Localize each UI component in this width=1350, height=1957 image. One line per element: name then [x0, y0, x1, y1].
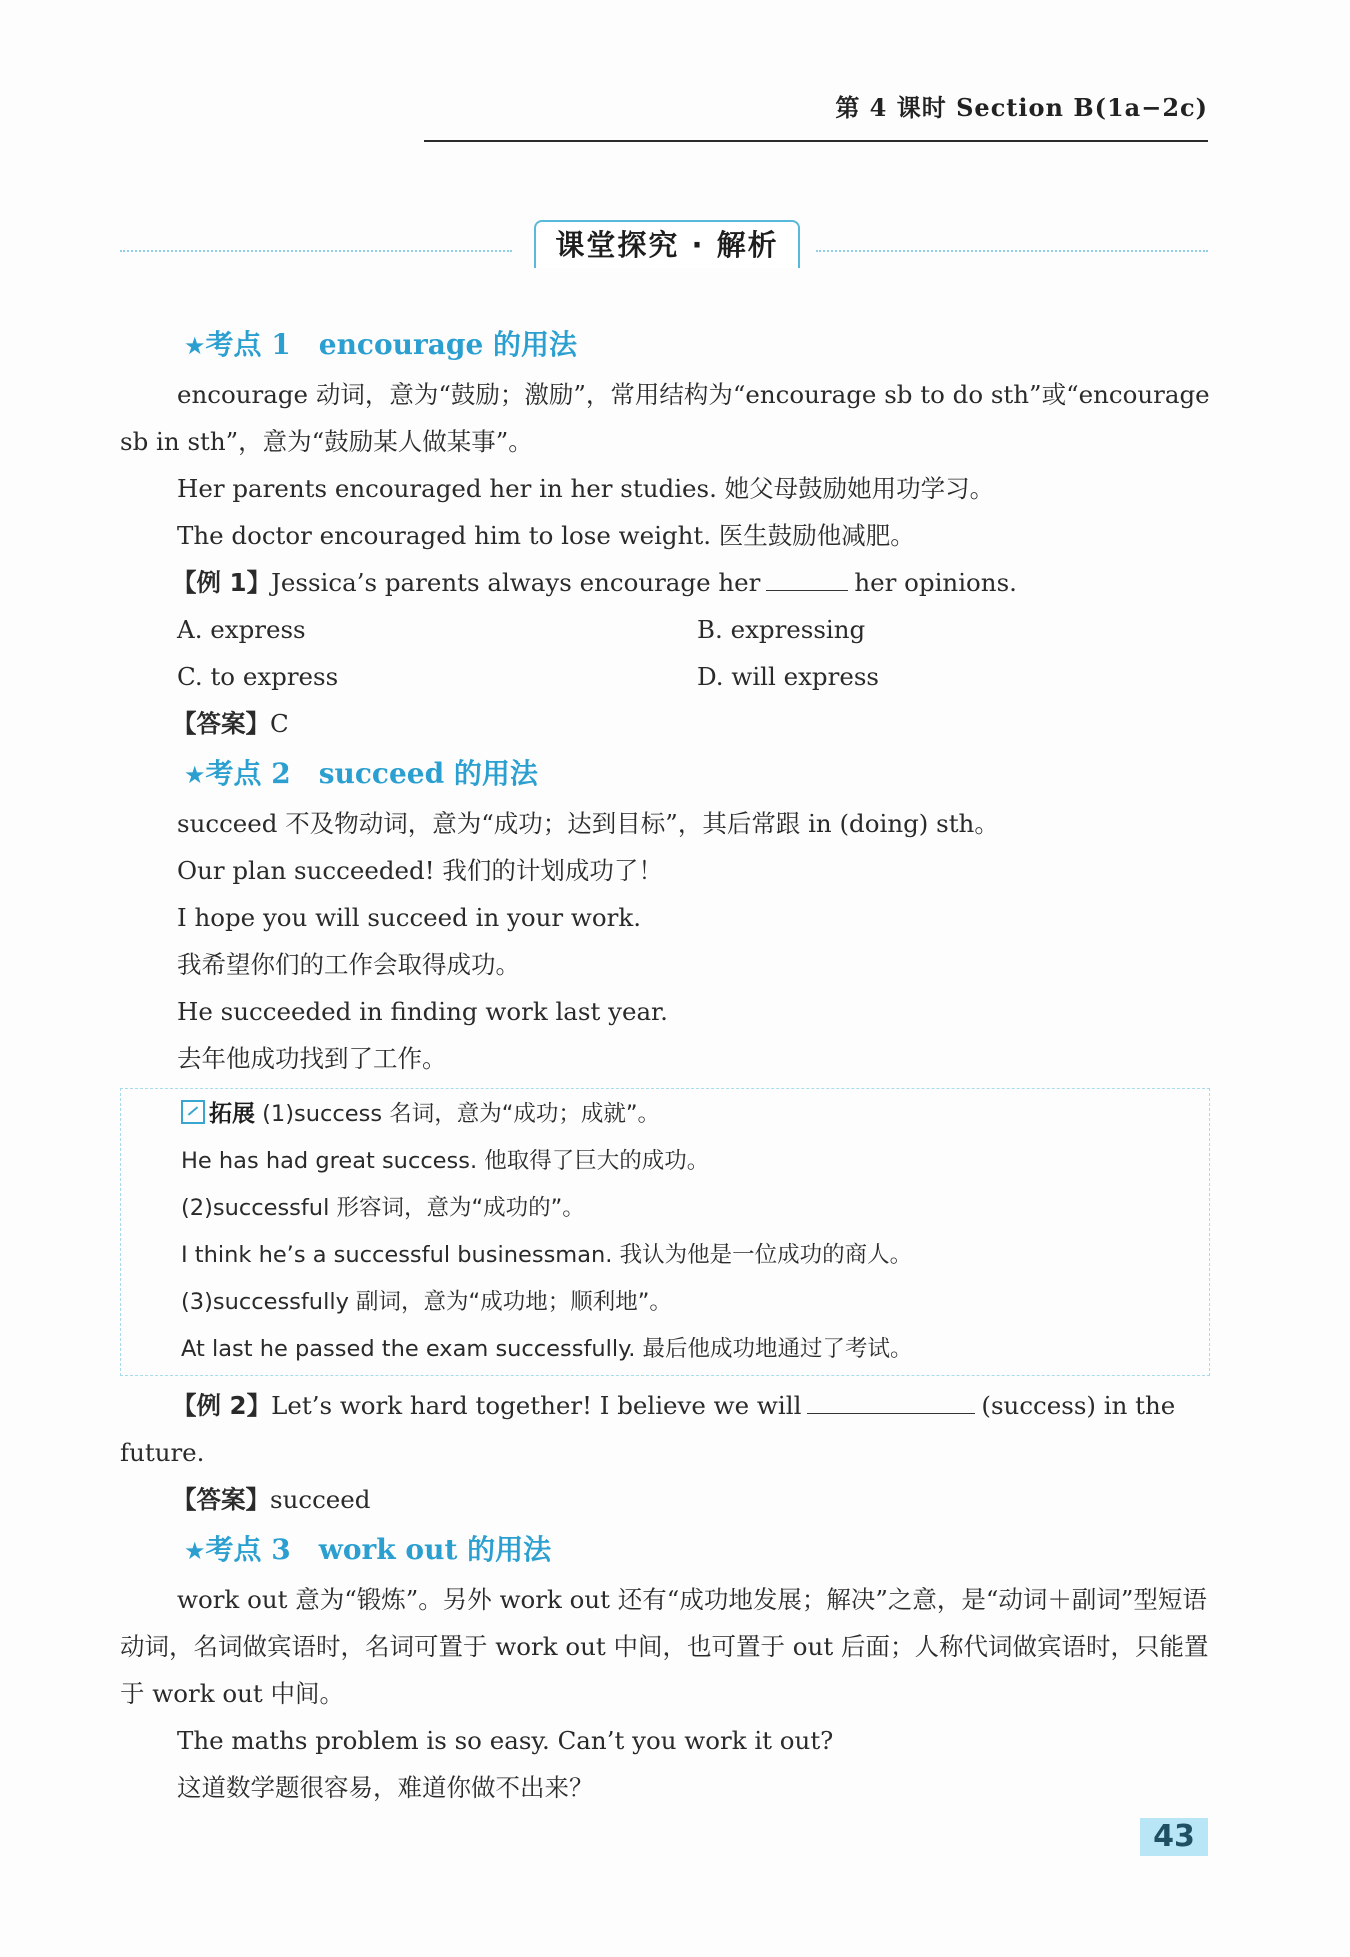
example2-blank[interactable]: [807, 1393, 975, 1414]
point2-sentence2-zh: 我希望你们的工作会取得成功。: [177, 950, 520, 979]
extension-line5: (3)successfully 副词，意为“成功地；顺利地”。: [181, 1289, 672, 1315]
example2-text-before: Let’s work hard together! I believe we will: [271, 1391, 802, 1420]
example1-options: [177, 606, 1210, 700]
banner-line-right: [816, 250, 1208, 252]
answer1-value: C: [270, 709, 289, 738]
example1-text-after: her opinions.: [854, 568, 1017, 597]
point3-sentence1-zh: 这道数学题很容易，难道你做不出来？: [177, 1773, 594, 1802]
point3-sentence1-en: The maths problem is so easy. Can’t you work it out?: [177, 1726, 834, 1755]
extension-line4: I think he’s a successful businessman. 我认为他是一位成功的商人。: [181, 1242, 913, 1268]
point2-label: 考点 2: [205, 757, 291, 790]
option-c[interactable]: C. to express: [177, 662, 339, 691]
point2-sentence1: Our plan succeeded! 我们的计划成功了！: [177, 856, 663, 885]
point1-sentence1: Her parents encouraged her in her studies. 她父母鼓励她用功学习。: [177, 474, 995, 503]
option-a[interactable]: A. express: [177, 615, 306, 644]
point3-definition: work out 意为“锻炼”。另外 work out 还有“成功地发展；解决”之意，是“动词＋副词”型短语动词，名词做宾语时，名词可置于 work out 中间，也可置于 out 后面；人称代词做宾语时，只能置于 work out 中间。: [120, 1585, 1209, 1708]
point3-title: work out 的用法: [318, 1533, 552, 1566]
extension-line2: He has had great success. 他取得了巨大的成功。: [181, 1148, 710, 1174]
option-b[interactable]: B. expressing: [697, 615, 866, 644]
point2-title: succeed 的用法: [318, 757, 538, 790]
point1-definition: encourage 动词，意为“鼓励；激励”，常用结构为“encourage sb to do sth”或“encourage sb in sth”，意为“鼓励某人做某事”。: [120, 380, 1210, 456]
star-icon: ★: [184, 332, 206, 360]
point2-sentence3-zh: 去年他成功找到了工作。: [177, 1044, 447, 1073]
example2-text-after: (success) in the future.: [120, 1391, 1176, 1467]
extension-icon: [181, 1100, 205, 1124]
extension-box: [120, 1088, 1210, 1376]
example2-tag: 【例 2】: [172, 1391, 272, 1420]
answer2-tag: 【答案】: [172, 1485, 270, 1514]
answer2: [120, 1476, 1210, 1523]
answer1-tag: 【答案】: [172, 709, 270, 738]
point2-heading: [120, 751, 1210, 798]
point1-label: 考点 1: [205, 328, 291, 361]
point2-definition: succeed 不及物动词，意为“成功；达到目标”，其后常跟 in (doing) sth。: [177, 809, 999, 838]
answer2-value: succeed: [270, 1485, 371, 1514]
point3-heading: [120, 1527, 1210, 1574]
point1-sentence2: The doctor encouraged him to lose weight. 医生鼓励他减肥。: [177, 521, 915, 550]
answer1: [120, 700, 1210, 747]
section-banner: [120, 220, 1208, 270]
point1-heading: [120, 322, 1210, 369]
header-rule: [424, 140, 1208, 142]
example1-tag: 【例 1】: [172, 568, 272, 597]
star-icon: ★: [184, 1537, 206, 1565]
example1-blank[interactable]: [766, 570, 848, 591]
example1-text-before: Jessica’s parents always encourage her: [271, 568, 761, 597]
point2-sentence2-en: I hope you will succeed in your work.: [177, 903, 641, 932]
example1: [120, 559, 1210, 606]
section-title: 课堂探究 · 解析: [534, 220, 800, 268]
star-icon: ★: [184, 761, 206, 789]
option-d[interactable]: D. will express: [697, 662, 879, 691]
point1-title: encourage 的用法: [318, 328, 578, 361]
extension-line1-text: (1)success 名词，意为“成功；成就”。: [262, 1101, 661, 1127]
extension-line6: At last he passed the exam successfully. 最后他成功地通过了考试。: [181, 1336, 913, 1362]
page-number: 43: [1140, 1818, 1208, 1856]
extension-line3: (2)successful 形容词，意为“成功的”。: [181, 1195, 585, 1221]
running-head: 第 4 课时 Section B(1a−2c): [835, 93, 1208, 122]
example2: [120, 1382, 1210, 1476]
point2-sentence3-en: He succeeded in finding work last year.: [177, 997, 668, 1026]
main-content: [120, 318, 1210, 1811]
point3-label: 考点 3: [205, 1533, 291, 1566]
extension-tag: 拓展: [209, 1101, 255, 1127]
banner-line-left: [120, 250, 512, 252]
extension-line1: [121, 1091, 1209, 1138]
